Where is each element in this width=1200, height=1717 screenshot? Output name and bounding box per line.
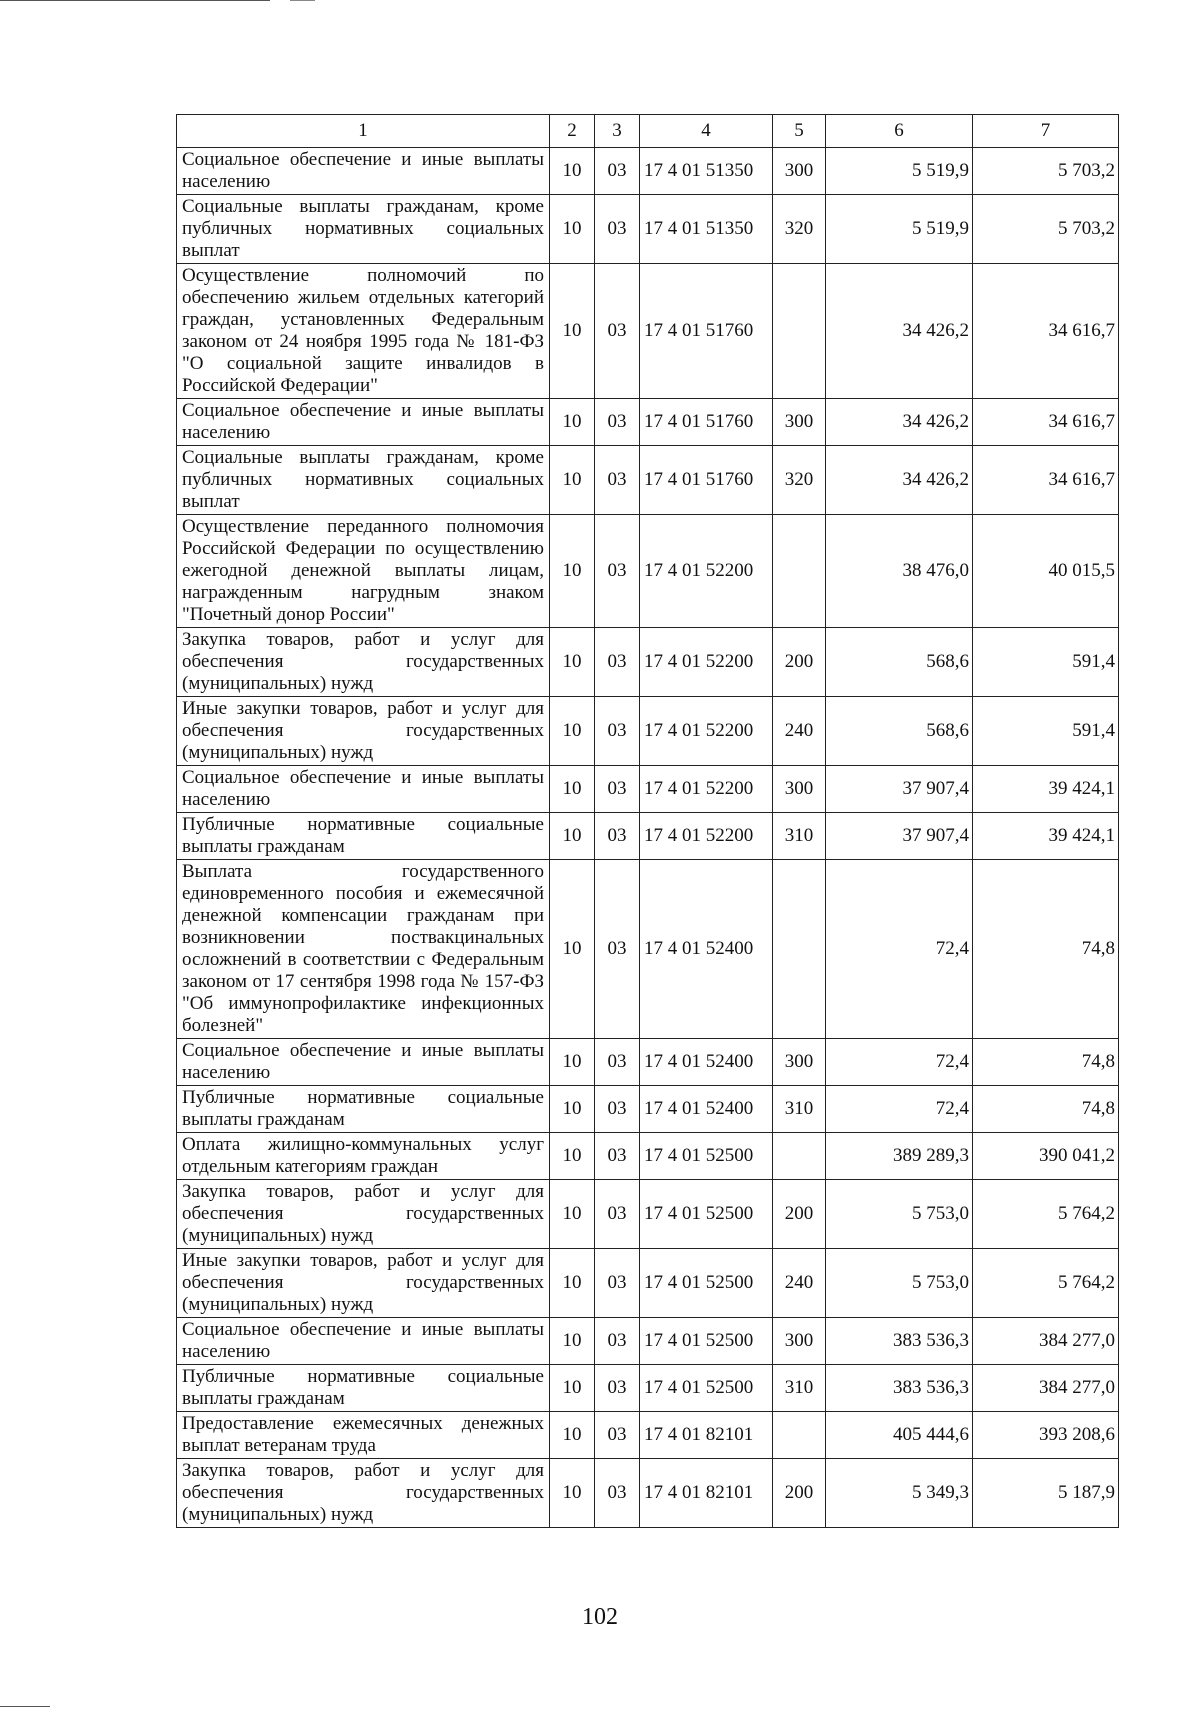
row-target-code-cell: 17 4 01 52500 — [640, 1180, 773, 1249]
row-amount-1-cell: 38 476,0 — [826, 515, 973, 628]
table-body — [177, 148, 1119, 1528]
row-amount-1-cell: 405 444,6 — [826, 1412, 973, 1459]
table-row — [177, 148, 1119, 195]
row-subsection-cell: 03 — [595, 148, 640, 195]
row-target-code-cell: 17 4 01 52200 — [640, 766, 773, 813]
table-row — [177, 195, 1119, 264]
row-section-cell: 10 — [550, 697, 595, 766]
row-name-cell: Осуществление полномочий по обеспечению жильем отдельных категорий граждан, установленных Федеральным законом от 24 ноября 1995 года № 181-ФЗ "О социальной защите инвалидов в Российской Федерации" — [177, 264, 550, 399]
row-section-cell: 10 — [550, 148, 595, 195]
table-row — [177, 264, 1119, 399]
row-amount-1-cell: 72,4 — [826, 1086, 973, 1133]
row-name-cell: Осуществление переданного полномочия Российской Федерации по осуществлению ежегодной денежной выплаты лицам, награжденным нагрудным знаком "Почетный донор России" — [177, 515, 550, 628]
scan-artifact-line — [0, 1706, 50, 1707]
budget-table — [176, 114, 1119, 1528]
row-name-cell: Иные закупки товаров, работ и услуг для обеспечения государственных (муниципальных) нужд — [177, 1249, 550, 1318]
row-expense-type-cell: 310 — [773, 813, 826, 860]
row-amount-2-cell: 384 277,0 — [973, 1318, 1119, 1365]
row-name-cell: Публичные нормативные социальные выплаты гражданам — [177, 1365, 550, 1412]
row-expense-type-cell: 320 — [773, 195, 826, 264]
table-row — [177, 515, 1119, 628]
row-target-code-cell: 17 4 01 52200 — [640, 813, 773, 860]
row-subsection-cell: 03 — [595, 1318, 640, 1365]
row-amount-1-cell: 5 753,0 — [826, 1249, 973, 1318]
column-header-3: 3 — [595, 115, 640, 148]
row-expense-type-cell: 300 — [773, 399, 826, 446]
row-name-cell: Публичные нормативные социальные выплаты гражданам — [177, 1086, 550, 1133]
row-amount-1-cell: 5 519,9 — [826, 195, 973, 264]
row-section-cell: 10 — [550, 1133, 595, 1180]
table-row — [177, 860, 1119, 1039]
row-subsection-cell: 03 — [595, 264, 640, 399]
row-target-code-cell: 17 4 01 52500 — [640, 1318, 773, 1365]
header-row — [177, 115, 1119, 148]
column-header-6: 6 — [826, 115, 973, 148]
row-target-code-cell: 17 4 01 51350 — [640, 195, 773, 264]
row-amount-2-cell: 39 424,1 — [973, 813, 1119, 860]
row-expense-type-cell: 240 — [773, 697, 826, 766]
row-target-code-cell: 17 4 01 52200 — [640, 697, 773, 766]
row-expense-type-cell — [773, 515, 826, 628]
row-subsection-cell: 03 — [595, 860, 640, 1039]
row-amount-2-cell: 5 703,2 — [973, 148, 1119, 195]
row-amount-2-cell: 74,8 — [973, 1086, 1119, 1133]
row-amount-2-cell: 34 616,7 — [973, 399, 1119, 446]
row-amount-1-cell: 5 753,0 — [826, 1180, 973, 1249]
row-target-code-cell: 17 4 01 51760 — [640, 399, 773, 446]
row-subsection-cell: 03 — [595, 195, 640, 264]
table-row — [177, 1249, 1119, 1318]
row-amount-2-cell: 384 277,0 — [973, 1365, 1119, 1412]
row-subsection-cell: 03 — [595, 813, 640, 860]
row-subsection-cell: 03 — [595, 1039, 640, 1086]
row-amount-2-cell: 5 764,2 — [973, 1249, 1119, 1318]
row-subsection-cell: 03 — [595, 1249, 640, 1318]
table-row — [177, 1133, 1119, 1180]
row-section-cell: 10 — [550, 515, 595, 628]
row-section-cell: 10 — [550, 1412, 595, 1459]
row-name-cell: Социальное обеспечение и иные выплаты населению — [177, 148, 550, 195]
row-amount-1-cell: 568,6 — [826, 628, 973, 697]
table-row — [177, 1086, 1119, 1133]
row-target-code-cell: 17 4 01 52400 — [640, 1039, 773, 1086]
row-name-cell: Социальное обеспечение и иные выплаты населению — [177, 766, 550, 813]
row-name-cell: Закупка товаров, работ и услуг для обеспечения государственных (муниципальных) нужд — [177, 1459, 550, 1528]
row-subsection-cell: 03 — [595, 515, 640, 628]
row-expense-type-cell — [773, 860, 826, 1039]
row-expense-type-cell: 300 — [773, 766, 826, 813]
row-amount-1-cell: 72,4 — [826, 860, 973, 1039]
row-amount-1-cell: 5 349,3 — [826, 1459, 973, 1528]
row-subsection-cell: 03 — [595, 1133, 640, 1180]
column-header-1: 1 — [177, 115, 550, 148]
row-name-cell: Социальное обеспечение и иные выплаты населению — [177, 1039, 550, 1086]
row-target-code-cell: 17 4 01 52200 — [640, 628, 773, 697]
table-row — [177, 1318, 1119, 1365]
row-expense-type-cell: 300 — [773, 1039, 826, 1086]
row-section-cell: 10 — [550, 1180, 595, 1249]
row-name-cell: Социальные выплаты гражданам, кроме публичных нормативных социальных выплат — [177, 195, 550, 264]
scan-artifact-line — [290, 0, 315, 1]
row-target-code-cell: 17 4 01 52500 — [640, 1365, 773, 1412]
row-amount-2-cell: 5 703,2 — [973, 195, 1119, 264]
row-section-cell: 10 — [550, 1249, 595, 1318]
row-amount-1-cell: 34 426,2 — [826, 399, 973, 446]
row-section-cell: 10 — [550, 1318, 595, 1365]
row-amount-1-cell: 34 426,2 — [826, 446, 973, 515]
row-subsection-cell: 03 — [595, 446, 640, 515]
column-header-5: 5 — [773, 115, 826, 148]
row-target-code-cell: 17 4 01 52500 — [640, 1249, 773, 1318]
table-row — [177, 1365, 1119, 1412]
row-expense-type-cell: 200 — [773, 1180, 826, 1249]
table-row — [177, 813, 1119, 860]
row-section-cell: 10 — [550, 1365, 595, 1412]
row-amount-1-cell: 34 426,2 — [826, 264, 973, 399]
row-amount-2-cell: 74,8 — [973, 1039, 1119, 1086]
row-subsection-cell: 03 — [595, 628, 640, 697]
page-number: 102 — [582, 1604, 618, 1630]
row-amount-1-cell: 568,6 — [826, 697, 973, 766]
row-subsection-cell: 03 — [595, 399, 640, 446]
row-subsection-cell: 03 — [595, 1365, 640, 1412]
row-amount-1-cell: 37 907,4 — [826, 813, 973, 860]
table-row — [177, 628, 1119, 697]
row-name-cell: Оплата жилищно-коммунальных услуг отдельным категориям граждан — [177, 1133, 550, 1180]
row-amount-2-cell: 393 208,6 — [973, 1412, 1119, 1459]
column-header-2: 2 — [550, 115, 595, 148]
row-amount-2-cell: 40 015,5 — [973, 515, 1119, 628]
column-header-7: 7 — [973, 115, 1119, 148]
row-expense-type-cell: 310 — [773, 1365, 826, 1412]
row-name-cell: Закупка товаров, работ и услуг для обеспечения государственных (муниципальных) нужд — [177, 628, 550, 697]
row-target-code-cell: 17 4 01 51760 — [640, 446, 773, 515]
row-name-cell: Социальное обеспечение и иные выплаты населению — [177, 1318, 550, 1365]
row-amount-2-cell: 591,4 — [973, 628, 1119, 697]
table-row — [177, 1039, 1119, 1086]
table-row — [177, 1459, 1119, 1528]
row-target-code-cell: 17 4 01 82101 — [640, 1412, 773, 1459]
row-section-cell: 10 — [550, 264, 595, 399]
row-section-cell: 10 — [550, 195, 595, 264]
row-amount-2-cell: 34 616,7 — [973, 446, 1119, 515]
budget-table-container — [176, 114, 1118, 1528]
row-amount-2-cell: 34 616,7 — [973, 264, 1119, 399]
row-amount-2-cell: 390 041,2 — [973, 1133, 1119, 1180]
row-section-cell: 10 — [550, 399, 595, 446]
row-name-cell: Публичные нормативные социальные выплаты гражданам — [177, 813, 550, 860]
row-expense-type-cell — [773, 1412, 826, 1459]
row-target-code-cell: 17 4 01 52400 — [640, 860, 773, 1039]
row-amount-1-cell: 5 519,9 — [826, 148, 973, 195]
row-name-cell: Социальное обеспечение и иные выплаты населению — [177, 399, 550, 446]
row-target-code-cell: 17 4 01 51350 — [640, 148, 773, 195]
table-row — [177, 399, 1119, 446]
row-amount-1-cell: 383 536,3 — [826, 1318, 973, 1365]
row-section-cell: 10 — [550, 628, 595, 697]
table-row — [177, 766, 1119, 813]
row-amount-2-cell: 5 187,9 — [973, 1459, 1119, 1528]
row-name-cell: Иные закупки товаров, работ и услуг для обеспечения государственных (муниципальных) нужд — [177, 697, 550, 766]
row-expense-type-cell: 240 — [773, 1249, 826, 1318]
row-expense-type-cell: 200 — [773, 1459, 826, 1528]
row-amount-1-cell: 72,4 — [826, 1039, 973, 1086]
table-header — [177, 115, 1119, 148]
row-expense-type-cell: 320 — [773, 446, 826, 515]
row-expense-type-cell: 300 — [773, 1318, 826, 1365]
row-name-cell: Закупка товаров, работ и услуг для обеспечения государственных (муниципальных) нужд — [177, 1180, 550, 1249]
row-section-cell: 10 — [550, 813, 595, 860]
row-section-cell: 10 — [550, 1086, 595, 1133]
row-expense-type-cell — [773, 264, 826, 399]
table-row — [177, 1180, 1119, 1249]
row-name-cell: Социальные выплаты гражданам, кроме публичных нормативных социальных выплат — [177, 446, 550, 515]
row-section-cell: 10 — [550, 446, 595, 515]
row-expense-type-cell — [773, 1133, 826, 1180]
row-section-cell: 10 — [550, 860, 595, 1039]
row-amount-2-cell: 39 424,1 — [973, 766, 1119, 813]
row-expense-type-cell: 300 — [773, 148, 826, 195]
row-subsection-cell: 03 — [595, 1412, 640, 1459]
row-amount-1-cell: 383 536,3 — [826, 1365, 973, 1412]
row-amount-2-cell: 591,4 — [973, 697, 1119, 766]
row-amount-2-cell: 5 764,2 — [973, 1180, 1119, 1249]
row-section-cell: 10 — [550, 1459, 595, 1528]
table-row — [177, 697, 1119, 766]
row-expense-type-cell: 200 — [773, 628, 826, 697]
row-amount-1-cell: 37 907,4 — [826, 766, 973, 813]
table-row — [177, 446, 1119, 515]
row-section-cell: 10 — [550, 1039, 595, 1086]
row-name-cell: Выплата государственного единовременного пособия и ежемесячной денежной компенсации гражданам при возникновении поствакцинальных осложнений в соответствии с Федеральным законом от 17 сентября 1998 года № 157-ФЗ "Об иммунопрофилактике инфекционных болезней" — [177, 860, 550, 1039]
row-subsection-cell: 03 — [595, 1459, 640, 1528]
column-header-4: 4 — [640, 115, 773, 148]
scan-artifact-line — [0, 0, 270, 1]
table-row — [177, 1412, 1119, 1459]
row-amount-2-cell: 74,8 — [973, 860, 1119, 1039]
row-section-cell: 10 — [550, 766, 595, 813]
row-subsection-cell: 03 — [595, 766, 640, 813]
row-subsection-cell: 03 — [595, 697, 640, 766]
row-subsection-cell: 03 — [595, 1180, 640, 1249]
row-target-code-cell: 17 4 01 51760 — [640, 264, 773, 399]
row-amount-1-cell: 389 289,3 — [826, 1133, 973, 1180]
row-target-code-cell: 17 4 01 82101 — [640, 1459, 773, 1528]
row-target-code-cell: 17 4 01 52500 — [640, 1133, 773, 1180]
row-subsection-cell: 03 — [595, 1086, 640, 1133]
row-expense-type-cell: 310 — [773, 1086, 826, 1133]
row-target-code-cell: 17 4 01 52200 — [640, 515, 773, 628]
row-name-cell: Предоставление ежемесячных денежных выплат ветеранам труда — [177, 1412, 550, 1459]
row-target-code-cell: 17 4 01 52400 — [640, 1086, 773, 1133]
